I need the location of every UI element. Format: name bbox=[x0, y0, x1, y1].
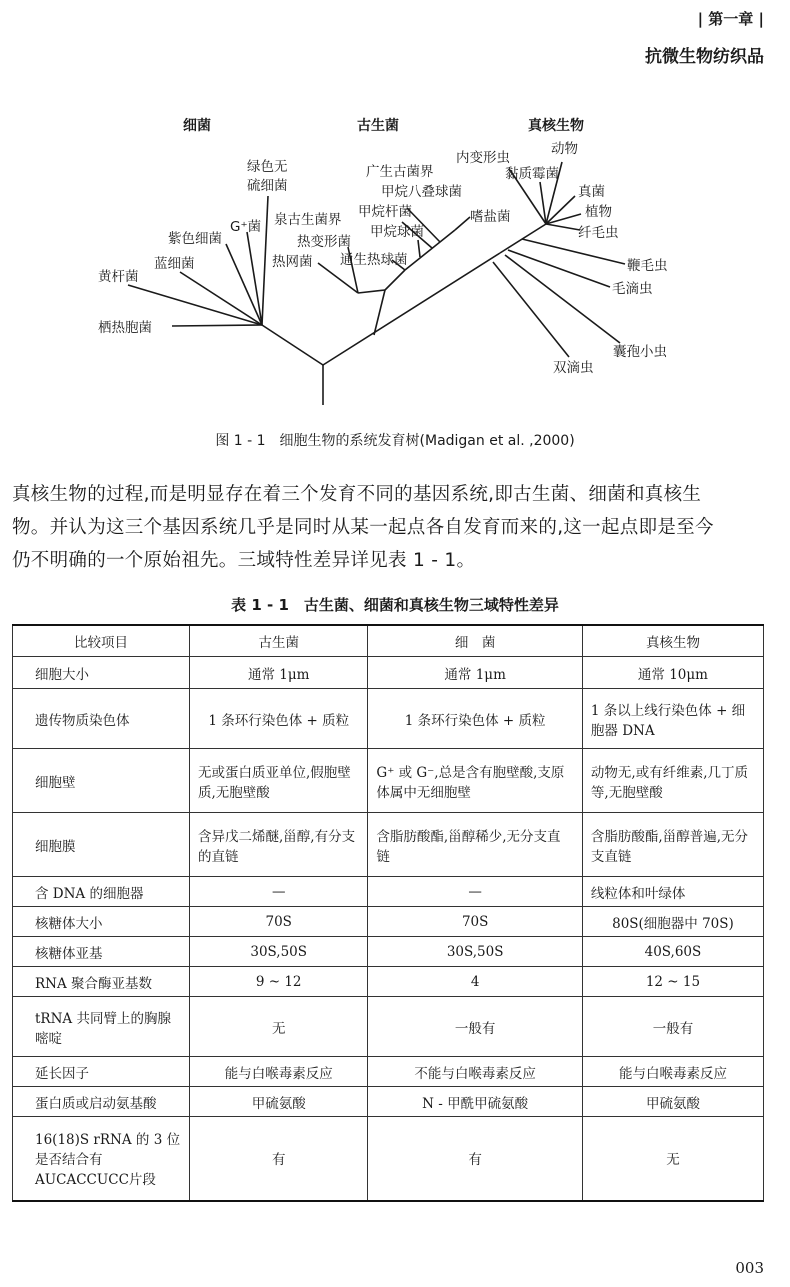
table-cell: 动物无,或有纤维素,几丁质等,无胞壁酸 bbox=[582, 749, 763, 813]
label-flavobacteria: 黄杆菌 bbox=[98, 269, 139, 285]
row-label: 蛋白质或启动氨基酸 bbox=[13, 1087, 190, 1117]
row-label: 细胞大小 bbox=[13, 657, 190, 689]
table-cell: N - 甲酰甲硫氨酸 bbox=[368, 1087, 583, 1117]
row-label: 细胞壁 bbox=[13, 749, 190, 813]
label-methanococcus: 甲烷球菌 bbox=[370, 224, 424, 240]
row-label: 细胞膜 bbox=[13, 813, 190, 877]
table-cell: 通常 1μm bbox=[190, 657, 368, 689]
figure-caption: 图 1 - 1 细胞生物的系统发育树(Madigan et al. ,2000) bbox=[215, 433, 575, 449]
table-row bbox=[13, 1117, 764, 1201]
label-crenarchaeota: 泉古生菌界 bbox=[274, 212, 342, 228]
label-entamoeba: 内变形虫 bbox=[456, 150, 510, 166]
table-cell: 9 ~ 12 bbox=[190, 967, 368, 997]
table-cell: 1 条环行染色体 + 质粒 bbox=[190, 689, 368, 749]
label-fungi: 真菌 bbox=[578, 184, 605, 200]
table-cell: 线粒体和叶绿体 bbox=[582, 877, 763, 907]
label-thermococcus: 通生热球菌 bbox=[340, 252, 408, 268]
label-flagellates: 鞭毛虫 bbox=[627, 258, 668, 274]
table-cell: 80S(细胞器中 70S) bbox=[582, 907, 763, 937]
body-paragraph bbox=[12, 478, 780, 577]
table-row bbox=[13, 877, 764, 907]
chapter-header: | 第一章 | bbox=[697, 10, 764, 28]
table-cell: 70S bbox=[190, 907, 368, 937]
table-row bbox=[13, 997, 764, 1057]
table-cell: — bbox=[368, 877, 583, 907]
branch-crenarchaeota-node bbox=[358, 290, 385, 293]
row-label: 16(18)S rRNA 的 3 位是否结合有AUCACCUCC片段 bbox=[13, 1117, 190, 1201]
column-header-item: 比较项目 bbox=[13, 625, 190, 657]
label-methanobacterium: 甲烷杆菌 bbox=[358, 204, 412, 220]
table-cell: 甲硫氨酸 bbox=[190, 1087, 368, 1117]
branch-halobacteria bbox=[455, 217, 470, 230]
table-cell: 一般有 bbox=[582, 997, 763, 1057]
tree-branch-bacteria bbox=[262, 325, 323, 365]
label-methanosarcina: 甲烷八叠球菌 bbox=[381, 184, 462, 200]
table-cell: G⁺ 或 G⁻,总是含有胞壁酸,支原体属中无细胞壁 bbox=[368, 749, 583, 813]
branch-archaea-stem bbox=[374, 290, 385, 335]
table-cell: 能与白喉毒素反应 bbox=[190, 1057, 368, 1087]
label-thermotoga: 栖热胞菌 bbox=[98, 320, 152, 336]
row-label: 核糖体亚基 bbox=[13, 937, 190, 967]
column-header-eukarya: 真核生物 bbox=[582, 625, 763, 657]
table-row bbox=[13, 689, 764, 749]
table-cell: 12 ~ 15 bbox=[582, 967, 763, 997]
label-purple-bacteria: 紫色细菌 bbox=[168, 231, 222, 247]
label-trichomonads: 毛滴虫 bbox=[612, 281, 653, 297]
table-cell: 含异戊二烯醚,甾醇,有分支的直链 bbox=[190, 813, 368, 877]
table-cell: 30S,50S bbox=[368, 937, 583, 967]
branch-gram-positive bbox=[247, 232, 262, 325]
table-row bbox=[13, 1057, 764, 1087]
phylogenetic-tree bbox=[0, 100, 790, 420]
table-cell: 无 bbox=[190, 997, 368, 1057]
table-cell: 无 bbox=[582, 1117, 763, 1201]
label-thermoproteus: 热变形菌 bbox=[297, 234, 351, 250]
table-cell: 无或蛋白质亚单位,假胞壁质,无胞壁酸 bbox=[190, 749, 368, 813]
table-cell: 一般有 bbox=[368, 997, 583, 1057]
branch-diplomonads bbox=[493, 262, 569, 357]
tree-branch-archaea-eukarya bbox=[323, 253, 500, 365]
page-number: 003 bbox=[735, 1259, 764, 1277]
table-title: 表 1 - 1 古生菌、细菌和真核生物三域特性差异 bbox=[231, 596, 559, 614]
table-cell: 含脂肪酸酯,甾醇稀少,无分支直链 bbox=[368, 813, 583, 877]
label-plants: 植物 bbox=[585, 204, 612, 220]
table-row bbox=[13, 967, 764, 997]
branch-euryarchaeota-node bbox=[385, 270, 405, 290]
label-euryarchaeota: 广生古菌界 bbox=[366, 164, 434, 180]
table-header-row bbox=[13, 625, 764, 657]
paragraph-line: 真核生物的过程,而是明显存在着三个发育不同的基因系统,即古生菌、细菌和真核生 bbox=[12, 484, 702, 505]
table-cell: 不能与白喉毒素反应 bbox=[368, 1057, 583, 1087]
row-label: 含 DNA 的细胞器 bbox=[13, 877, 190, 907]
domain-comparison-table bbox=[12, 624, 764, 1202]
table-row bbox=[13, 813, 764, 877]
table-cell: 1 条以上线行染色体 + 细胞器 DNA bbox=[582, 689, 763, 749]
label-green-sulfur-1: 绿色无 bbox=[247, 159, 288, 175]
row-label: 延长因子 bbox=[13, 1057, 190, 1087]
column-header-bacteria: 细 菌 bbox=[368, 625, 583, 657]
table-cell: 有 bbox=[368, 1117, 583, 1201]
branch-methanococcus bbox=[418, 240, 420, 257]
book-title-header: 抗微生物纺织品 bbox=[645, 47, 764, 67]
branch-flavobacteria bbox=[128, 285, 262, 325]
table-row bbox=[13, 749, 764, 813]
table-cell: 含脂肪酸酯,甾醇普遍,无分支直链 bbox=[582, 813, 763, 877]
group-label-eukarya: 真核生物 bbox=[528, 118, 584, 134]
table-cell: 30S,50S bbox=[190, 937, 368, 967]
column-header-archaea: 古生菌 bbox=[190, 625, 368, 657]
label-diplomonads: 双滴虫 bbox=[553, 360, 594, 376]
table-cell: 有 bbox=[190, 1117, 368, 1201]
branch-ciliates bbox=[546, 224, 580, 230]
label-green-sulfur-2: 硫细菌 bbox=[247, 178, 288, 194]
row-label: 核糖体大小 bbox=[13, 907, 190, 937]
table-cell: 通常 10μm bbox=[582, 657, 763, 689]
paragraph-line: 仍不明确的一个原始祖先。三域特性差异详见表 1 - 1。 bbox=[12, 550, 476, 571]
table-cell: 4 bbox=[368, 967, 583, 997]
table-cell: 甲硫氨酸 bbox=[582, 1087, 763, 1117]
table-row bbox=[13, 937, 764, 967]
table-row bbox=[13, 657, 764, 689]
paragraph-line: 物。并认为这三个基因系统几乎是同时从某一起点各自发育而来的,这一起点即是至今 bbox=[12, 517, 714, 538]
table-cell: 能与白喉毒素反应 bbox=[582, 1057, 763, 1087]
label-slime-mold: 黏质霉菌 bbox=[505, 166, 559, 182]
label-pyrodictium: 热网菌 bbox=[272, 254, 313, 270]
branch-green-sulfur bbox=[262, 196, 268, 325]
table-row bbox=[13, 1087, 764, 1117]
label-gram-positive: G⁺菌 bbox=[230, 219, 262, 235]
group-label-bacteria: 细菌 bbox=[183, 118, 211, 134]
table-cell: 40S,60S bbox=[582, 937, 763, 967]
label-ciliates: 纤毛虫 bbox=[578, 225, 619, 241]
table-cell: 70S bbox=[368, 907, 583, 937]
label-cyanobacteria: 蓝细菌 bbox=[154, 256, 195, 272]
label-microsporidia: 囊孢小虫 bbox=[613, 344, 667, 360]
table-cell: — bbox=[190, 877, 368, 907]
row-label: tRNA 共同臂上的胸腺嘧啶 bbox=[13, 997, 190, 1057]
label-halobacteria: 嗜盐菌 bbox=[470, 209, 511, 225]
table-cell: 1 条环行染色体 + 质粒 bbox=[368, 689, 583, 749]
table-row bbox=[13, 907, 764, 937]
row-label: 遗传物质染色体 bbox=[13, 689, 190, 749]
row-label: RNA 聚合酶亚基数 bbox=[13, 967, 190, 997]
branch-thermotoga bbox=[172, 325, 262, 326]
group-label-archaea: 古生菌 bbox=[357, 118, 399, 134]
label-animals: 动物 bbox=[551, 141, 578, 157]
table-cell: 通常 1μm bbox=[368, 657, 583, 689]
